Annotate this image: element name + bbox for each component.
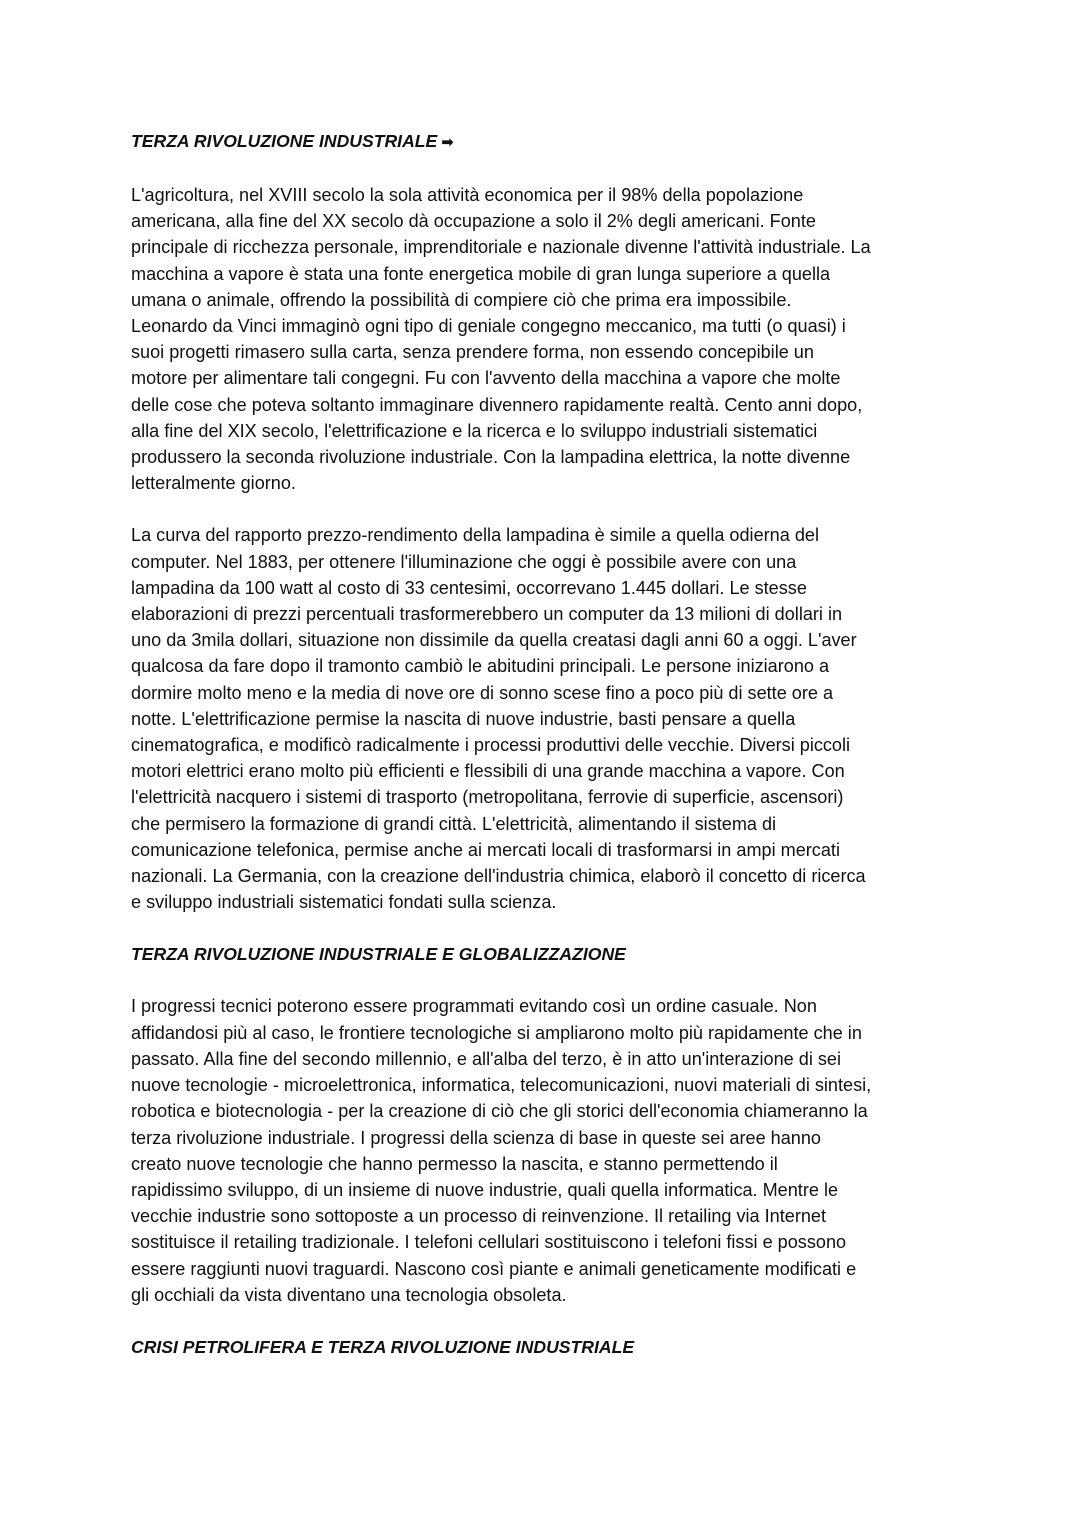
section-heading: TERZA RIVOLUZIONE INDUSTRIALE E GLOBALIZZAZIONE <box>131 944 626 965</box>
paragraph-line: comunicazione telefonica, permise anche ai mercati locali di trasformarsi in ampi mercati <box>131 839 840 860</box>
paragraph-line: letteralmente giorno. <box>131 473 296 494</box>
paragraph-line: I progressi tecnici poterono essere programmati evitando così un ordine casuale. Non <box>131 996 817 1017</box>
paragraph-line: cinematografica, e modificò radicalmente i processi produttivi delle vecchie. Diversi piccoli <box>131 735 851 756</box>
paragraph-line: macchina a vapore è stata una fonte energetica mobile di gran lunga superiore a quella <box>131 263 831 284</box>
paragraph-line: notte. L'elettrificazione permise la nascita di nuove industrie, basti pensare a quella <box>131 708 796 729</box>
paragraph-line: Leonardo da Vinci immaginò ogni tipo di geniale congegno meccanico, ma tutti (o quasi) i <box>131 316 846 337</box>
paragraph-line: uno da 3mila dollari, situazione non dissimile da quella creatasi dagli anni 60 a oggi. L'aver <box>131 630 857 651</box>
paragraph-line: e sviluppo industriali sistematici fondati sulla scienza. <box>131 892 557 913</box>
arrow-right-icon: ➡ <box>441 134 454 151</box>
paragraph-line: sostituisce il retailing tradizionale. I telefoni cellulari sostituiscono i telefoni fissi e possono <box>131 1232 847 1253</box>
paragraph-line: suoi progetti rimasero sulla carta, senza prendere forma, non essendo concepibile un <box>131 342 814 363</box>
paragraph-line: qualcosa da fare dopo il tramonto cambiò le abitudini principali. Le persone iniziarono a <box>131 656 830 677</box>
paragraph <box>131 993 951 1307</box>
paragraph-line: gli occhiali da vista diventano una tecnologia obsoleta. <box>131 1284 567 1305</box>
paragraph-line: essere raggiunti nuovi traguardi. Nascono così piante e animali geneticamente modificati e <box>131 1258 857 1279</box>
paragraph-line: lampadina da 100 watt al costo di 33 centesimi, occorrevano 1.445 dollari. Le stesse <box>131 577 807 598</box>
paragraph-line: L'agricoltura, nel XVIII secolo la sola attività economica per il 98% della popolazione <box>131 185 804 205</box>
paragraph-line: umana o animale, offrendo la possibilità di compiere ciò che prima era impossibile. <box>131 289 792 310</box>
paragraph <box>131 182 951 496</box>
paragraph-line: produssero la seconda rivoluzione industriale. Con la lampadina elettrica, la notte divenne <box>131 447 851 468</box>
section-heading: CRISI PETROLIFERA E TERZA RIVOLUZIONE INDUSTRIALE <box>131 1336 635 1357</box>
section-heading: TERZA RIVOLUZIONE INDUSTRIALE ➡ <box>131 131 454 151</box>
paragraph-line: terza rivoluzione industriale. I progressi della scienza di base in queste sei aree hanno <box>131 1127 821 1148</box>
paragraph-line: dormire molto meno e la media di nove ore di sonno scese fino a poco più di sette ore a <box>131 682 834 703</box>
paragraph-line: affidandosi più al caso, le frontiere tecnologiche si ampliarono molto più rapidamente che in <box>131 1022 862 1043</box>
paragraph-line: computer. Nel 1883, per ottenere l'illuminazione che oggi è possibile avere con una <box>131 551 797 572</box>
paragraph-line: principale di ricchezza personale, imprenditoriale e nazionale divenne l'attività industriale. La <box>131 237 871 258</box>
paragraph-line: nuove tecnologie - microelettronica, informatica, telecomunicazioni, nuovi materiali di sintesi, <box>131 1075 872 1096</box>
paragraph-line: nazionali. La Germania, con la creazione dell'industria chimica, elaborò il concetto di ricerca <box>131 866 866 887</box>
paragraph-line: elaborazioni di prezzi percentuali trasformerebbero un computer da 13 milioni di dollari in <box>131 604 843 625</box>
paragraph-line: delle cose che poteva soltanto immaginare divennero rapidamente realtà. Cento anni dopo, <box>131 394 863 415</box>
paragraph <box>131 522 951 915</box>
paragraph-line: La curva del rapporto prezzo-rendimento della lampadina è simile a quella odierna del <box>131 525 819 546</box>
paragraph-line: americana, alla fine del XX secolo dà occupazione a solo il 2% degli americani. Fonte <box>131 211 816 232</box>
paragraph-line: che permisero la formazione di grandi città. L'elettricità, alimentando il sistema di <box>131 813 777 834</box>
paragraph-line: passato. Alla fine del secondo millennio, e all'alba del terzo, è in atto un'interazione di sei <box>131 1048 841 1069</box>
paragraph-line: alla fine del XIX secolo, l'elettrificazione e la ricerca e lo sviluppo industriali sistematici <box>131 420 818 441</box>
paragraph-line: motori elettrici erano molto più efficienti e flessibili di una grande macchina a vapore. Con <box>131 761 845 782</box>
paragraph-line: motore per alimentare tali congegni. Fu con l'avvento della macchina a vapore che molte <box>131 368 841 389</box>
paragraph-line: vecchie industrie sono sottoposte a un processo di reinvenzione. Il retailing via Internet <box>131 1206 827 1227</box>
paragraph-line: robotica e biotecnologia - per la creazione di ciò che gli storici dell'economia chiameranno la <box>131 1101 868 1122</box>
paragraph-line: rapidissimo sviluppo, di un insieme di nuove industrie, quali quella informatica. Mentre le <box>131 1179 839 1200</box>
document-page <box>131 128 951 1360</box>
paragraph-line: creato nuove tecnologie che hanno permesso la nascita, e stanno permettendo il <box>131 1153 778 1174</box>
paragraph-line: l'elettricità nacquero i sistemi di trasporto (metropolitana, ferrovie di superficie, ascensori) <box>131 787 844 808</box>
